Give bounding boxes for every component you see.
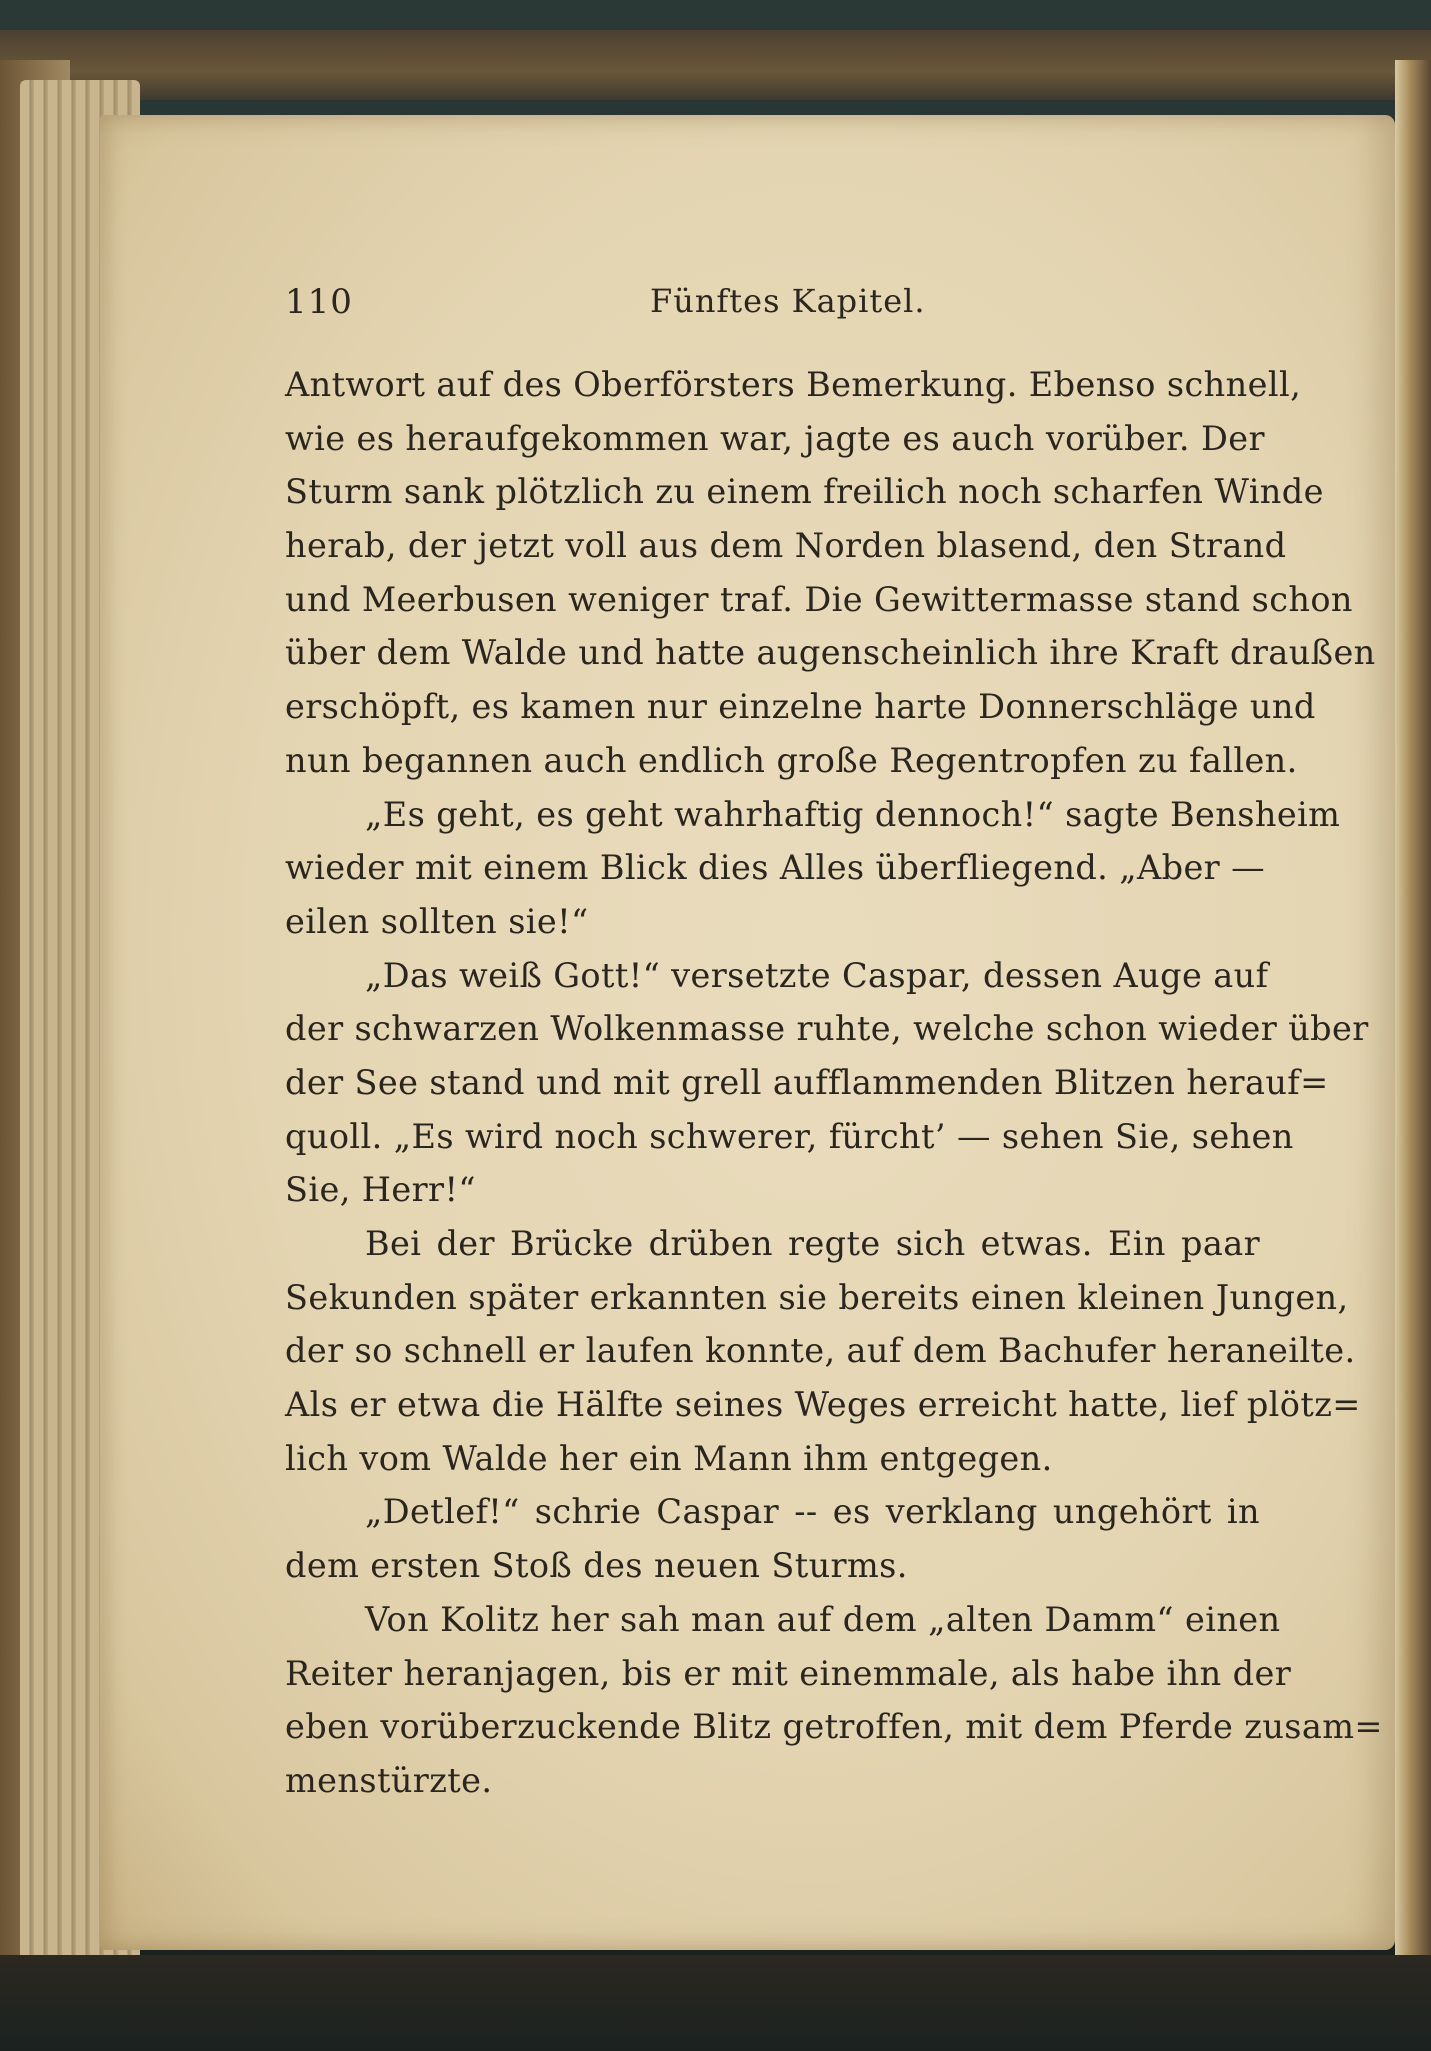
- text-line: nun begannen auch endlich große Regentropfen zu fallen.: [285, 740, 1298, 780]
- text-line: Als er etwa die Hälfte seines Weges erreicht hatte, lief plötz=: [285, 1385, 1361, 1425]
- page-header: [285, 282, 1285, 332]
- text-line: dem ersten Stoß des neuen Sturms.: [285, 1546, 908, 1586]
- text-line: eilen sollten sie!“: [285, 901, 589, 941]
- text-line: Sie, Herr!“: [285, 1170, 476, 1210]
- text-line: menstürzte.: [285, 1760, 493, 1800]
- text-line: herab, der jetzt voll aus dem Norden blasend, den Strand: [285, 526, 1287, 566]
- text-line: der schwarzen Wolkenmasse ruhte, welche schon wieder über: [285, 1009, 1369, 1049]
- text-line: und Meerbusen weniger traf. Die Gewittermasse stand schon: [285, 579, 1353, 619]
- text-line: Von Kolitz her sah man auf dem „alten Damm“ einen: [365, 1599, 1281, 1639]
- page-number: 110: [285, 282, 353, 322]
- text-line: „Es geht, es geht wahrhaftig dennoch!“ sagte Bensheim: [365, 794, 1341, 834]
- text-line: Reiter heranjagen, bis er mit einemmale, als habe ihn der: [285, 1653, 1292, 1693]
- running-head: Fünftes Kapitel.: [650, 282, 926, 320]
- text-line: der so schnell er laufen konnte, auf dem Bachufer heraneilte.: [285, 1331, 1356, 1371]
- text-line: Antwort auf des Oberförsters Bemerkung. Ebenso schnell,: [285, 365, 1302, 404]
- book-cover-top-edge: [0, 30, 1431, 100]
- book-cover-bottom-edge: [0, 1955, 1431, 2051]
- text-line: wieder mit einem Blick dies Alles überfliegend. „Aber —: [285, 848, 1266, 888]
- text-line: über dem Walde und hatte augenscheinlich ihre Kraft draußen: [285, 633, 1376, 673]
- text-line: Sekunden später erkannten sie bereits einen kleinen Jungen,: [285, 1277, 1349, 1317]
- text-line: der See stand und mit grell aufflammenden Blitzen herauf=: [285, 1062, 1329, 1102]
- text-line: erschöpft, es kamen nur einzelne harte Donnerschläge und: [285, 687, 1316, 727]
- text-line: „Detlef!“ schrie Caspar -- es verklang ungehört in: [365, 1492, 1260, 1532]
- text-line: wie es heraufgekommen war, jagte es auch vorüber. Der: [285, 418, 1265, 458]
- text-line: Sturm sank plötzlich zu einem freilich noch scharfen Winde: [285, 472, 1324, 512]
- text-line: eben vorüberzuckende Blitz getroffen, mit dem Pferde zusam=: [285, 1707, 1383, 1747]
- body-text: [285, 358, 1383, 1808]
- text-line: lich vom Walde her ein Mann ihm entgegen.: [285, 1438, 1053, 1478]
- text-line: quoll. „Es wird noch schwerer, fürcht’ — sehen Sie, sehen: [285, 1116, 1294, 1156]
- text-line: „Das weiß Gott!“ versetzte Caspar, dessen Auge auf: [365, 955, 1269, 995]
- book-spine-gutter: [1395, 60, 1431, 1960]
- text-line: Bei der Brücke drüben regte sich etwas. Ein paar: [365, 1224, 1260, 1263]
